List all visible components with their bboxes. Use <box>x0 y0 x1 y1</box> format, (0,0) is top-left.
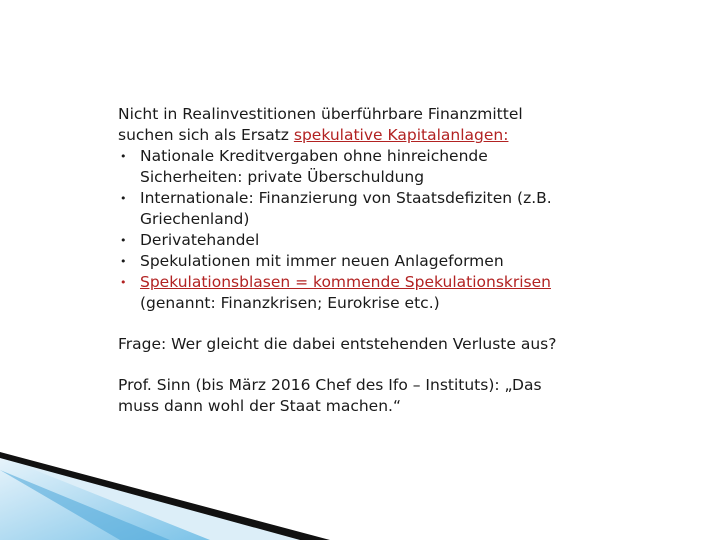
list-item <box>118 146 698 188</box>
list-item <box>118 188 698 230</box>
bullet-text: Internationale: Finanzierung von Staatsdefiziten (z.B. <box>140 189 552 207</box>
bubble-rest: (genannt: Finanzkrisen; Eurokrise etc.) <box>140 294 440 312</box>
highlight-bullet-list <box>118 272 698 314</box>
intro-line-2-prefix: suchen sich als Ersatz <box>118 126 294 144</box>
slide-body <box>118 104 698 417</box>
intro-highlight: spekulative Kapitalanlagen: <box>293 126 509 144</box>
quote-paragraph <box>118 375 698 417</box>
bullet-text-cont: Sicherheiten: private Überschuldung <box>140 168 425 186</box>
bullet-dot-icon: • <box>120 276 127 289</box>
bullet-dot-icon: • <box>120 192 127 205</box>
intro-paragraph <box>118 104 698 146</box>
quote-line-2: muss dann wohl der Staat machen.“ <box>118 397 401 415</box>
question-paragraph: Frage: Wer gleicht die dabei entstehenden Verluste aus? <box>118 335 557 353</box>
bullet-list <box>118 146 698 272</box>
intro-line-1: Nicht in Realinvestitionen überführbare Finanzmittel <box>118 105 523 123</box>
quote-line-1: Prof. Sinn (bis März 2016 Chef des Ifo – Instituts): „Das <box>118 376 542 394</box>
list-item <box>118 230 698 251</box>
bullet-dot-icon: • <box>120 234 127 247</box>
bullet-text: Derivatehandel <box>140 231 260 249</box>
bullet-text: Spekulationen mit immer neuen Anlageformen <box>140 252 504 270</box>
bubble-highlight: Spekulationsblasen = kommende Spekulationskrisen <box>140 273 551 291</box>
bullet-dot-icon: • <box>120 150 127 163</box>
list-item <box>118 251 698 272</box>
bullet-dot-icon: • <box>120 255 127 268</box>
bullet-text: Nationale Kreditvergaben ohne hinreichende <box>140 147 488 165</box>
list-item <box>118 272 698 314</box>
bullet-text-cont: Griechenland) <box>140 210 250 228</box>
